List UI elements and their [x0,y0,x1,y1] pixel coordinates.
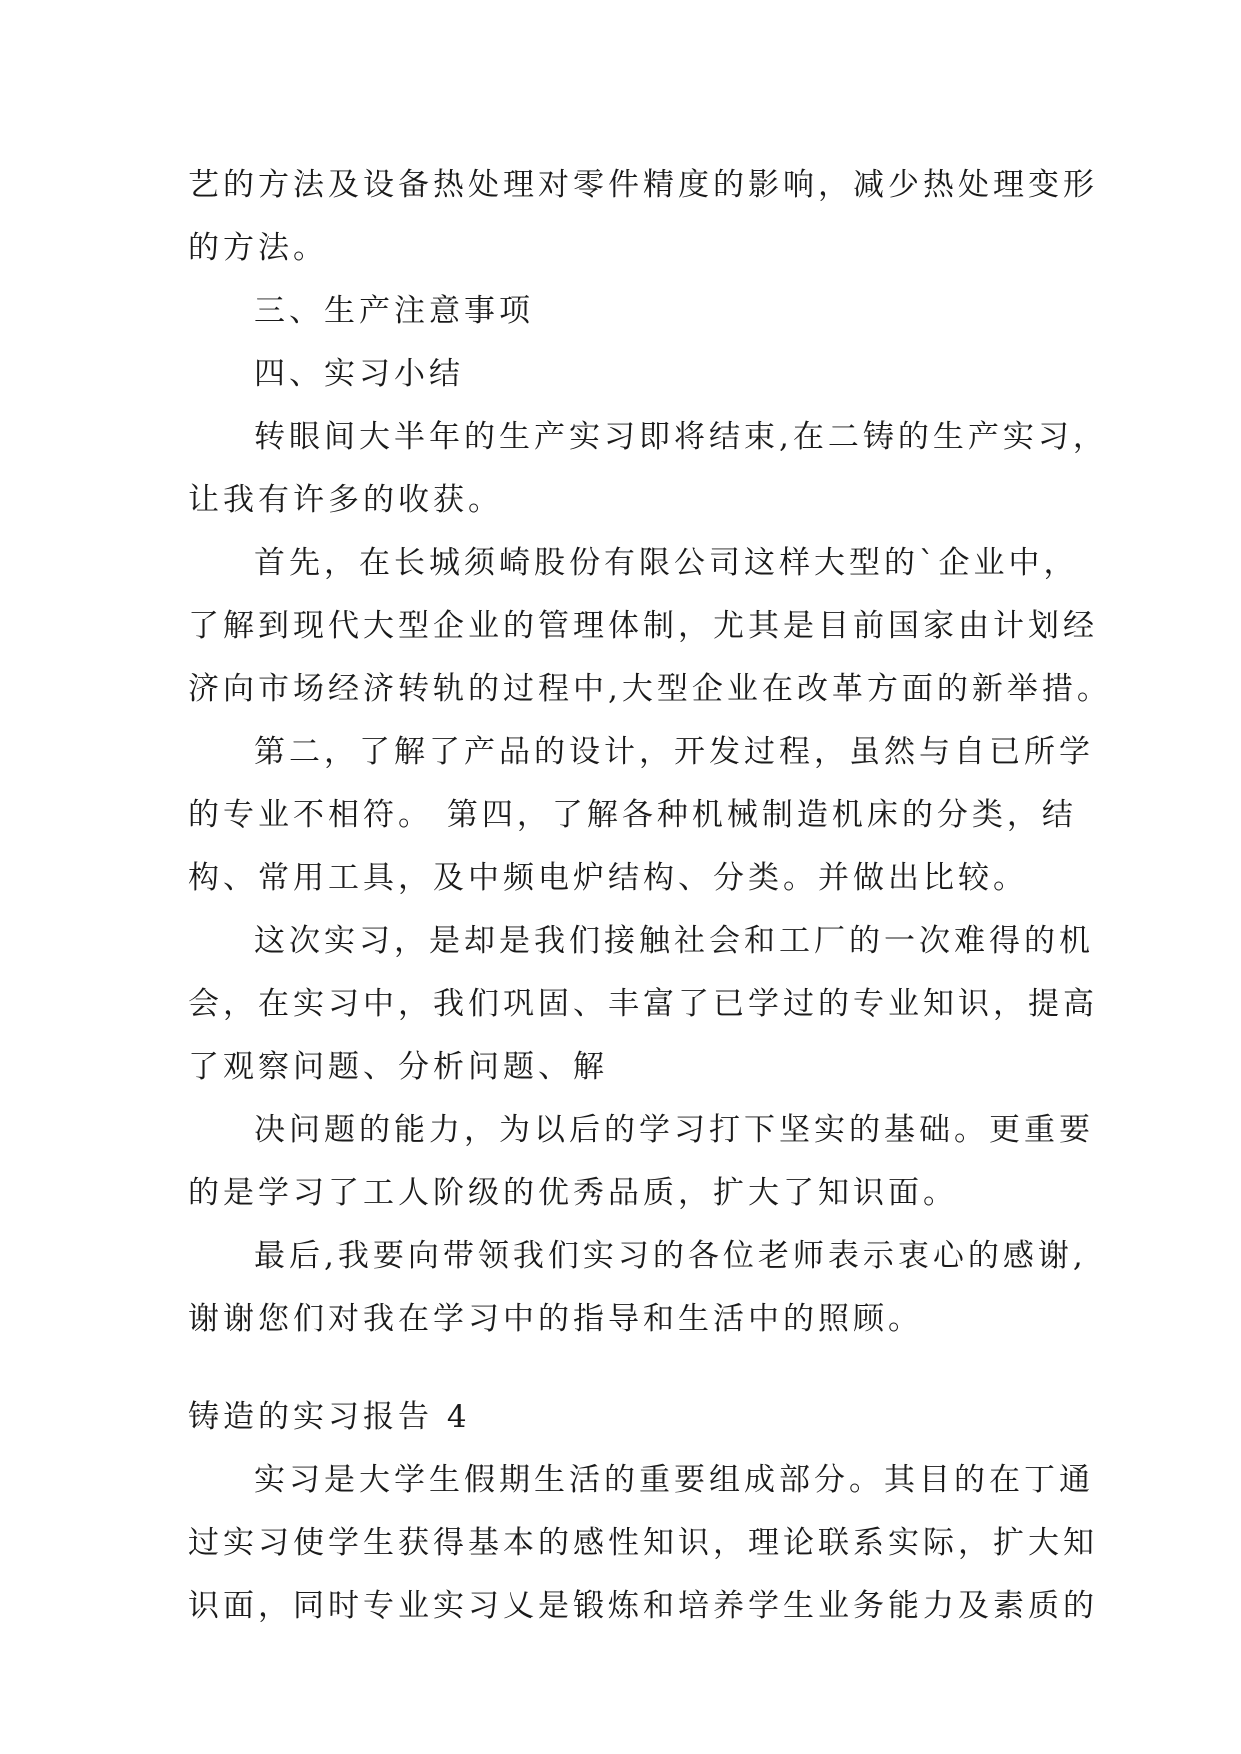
paragraph-line: 最后,我要向带领我们实习的各位老师表示衷心的感谢, [254,1238,1087,1274]
paragraph-line: 的方法。 [188,230,328,266]
paragraph-line: 会，在实习中，我们巩固、丰富了已学过的专业知识，提高 [188,986,1098,1022]
paragraph-line: 艺的方法及设备热处理对零件精度的影响，减少热处理变形 [188,167,1098,203]
paragraph-line: 首先，在长城须崎股份有限公司这样大型的`企业中， [254,545,1079,581]
paragraph-line: 济向市场经济转轨的过程中,大型企业在改革方面的新举措。 [188,671,1112,707]
paragraph-line: 这次实习，是却是我们接触社会和工厂的一次难得的机 [254,923,1094,959]
paragraph-line: 的专业不相符。 第四，了解各种机械制造机床的分类，结 [188,797,1077,833]
document-body [188,154,1112,1638]
paragraph-line: 过实习使学生获得基本的感性知识，理论联系实际，扩大知 [188,1525,1098,1561]
section-spacer [188,1351,1058,1386]
paragraph-line: 了观察问题、分析问题、解 [188,1049,608,1085]
paragraph-line: 构、常用工具，及中频电炉结构、分类。并做出比较。 [188,860,1028,896]
paragraph-line: 谢谢您们对我在学习中的指导和生活中的照顾。 [188,1301,923,1337]
section-heading-production-notes: 三、生产注意事项 [254,293,534,329]
paragraph-line: 了解到现代大型企业的管理体制，尤其是目前国家由计划经 [188,608,1098,644]
paragraph-line: 实习是大学生假期生活的重要组成部分。其目的在丁通 [254,1462,1094,1498]
paragraph-line: 让我有许多的收获。 [188,482,503,518]
paragraph-line: 的是学习了工人阶级的优秀品质，扩大了知识面。 [188,1175,958,1211]
paragraph-line: 第二，了解了产品的设计，开发过程，虽然与自已所学 [254,734,1094,770]
paragraph-line: 识面，同时专业实习乂是锻炼和培养学生业务能力及素质的 [188,1588,1098,1624]
report-title: 铸造的实习报告 4 [188,1399,471,1435]
section-heading-internship-summary: 四、实习小结 [254,356,464,392]
paragraph-line: 转眼间大半年的生产实习即将结束,在二铸的生产实习， [254,419,1108,455]
paragraph-line: 决问题的能力，为以后的学习打下坚实的基础。更重要 [254,1112,1094,1148]
